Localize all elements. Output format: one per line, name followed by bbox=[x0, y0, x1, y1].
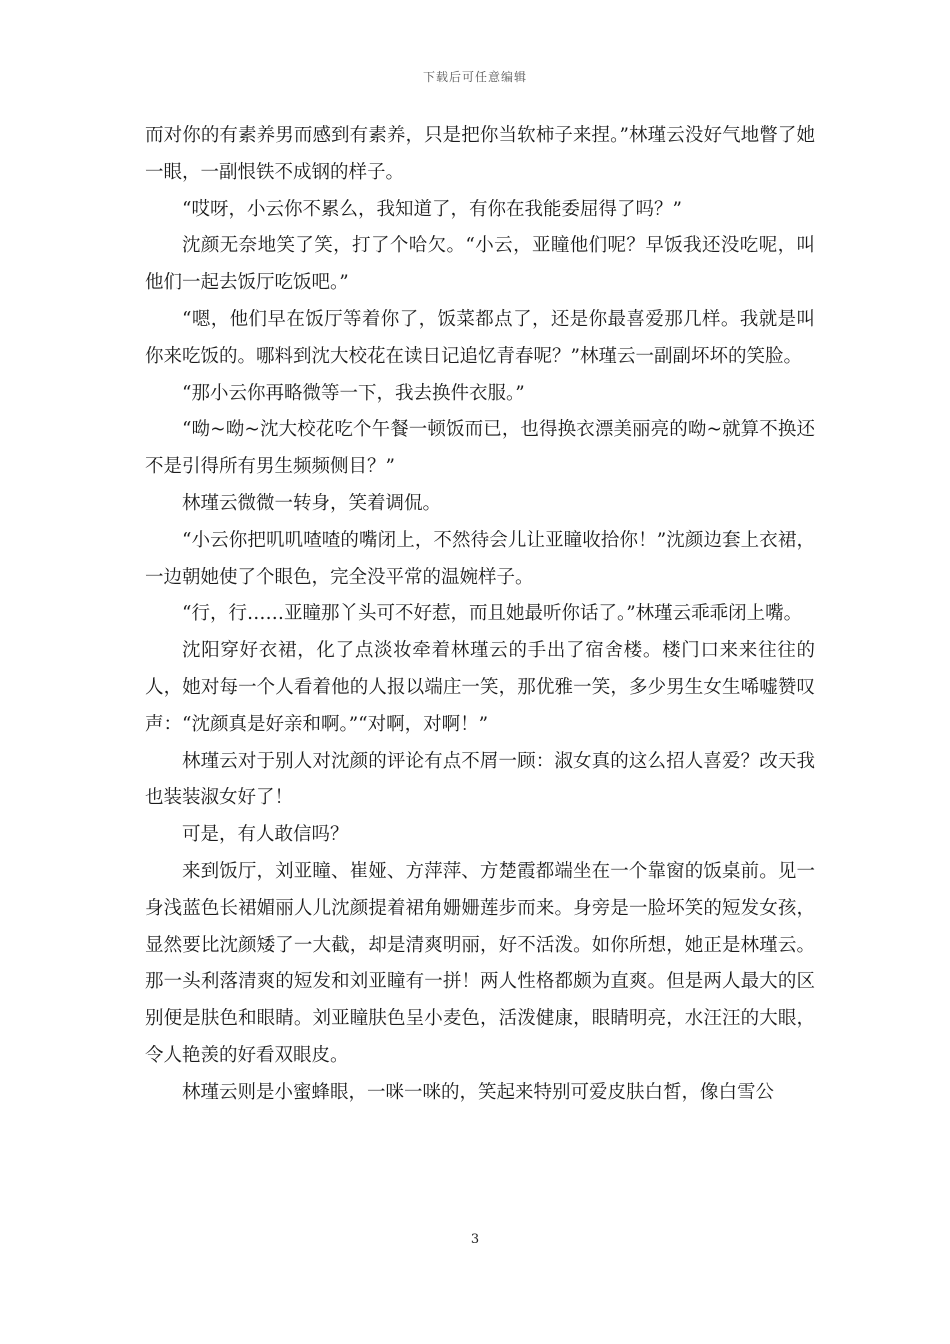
paragraph: 可是，有人敢信吗？ bbox=[182, 824, 349, 846]
paragraph: 林瑾云对于别人对沈颜的评论有点不屑一顾：淑女真的这么招人喜爱？改天我也装装淑女好了！ bbox=[145, 750, 815, 809]
paragraph: “嗯，他们早在饭厅等着你了，饭菜都点了，还是你最喜爱那几样。我就是叫你来吃饭的。哪料到沈大校花在读日记追忆青春呢？”林瑾云一副副坏坏的笑脸。 bbox=[145, 308, 815, 367]
paragraph: “哎呀，小云你不累么，我知道了，有你在我能委屈得了吗？” bbox=[182, 198, 682, 220]
paragraph: “那小云你再略微等一下，我去换件衣服。” bbox=[182, 382, 525, 404]
paragraph: 沈颜无奈地笑了笑，打了个哈欠。“小云，亚瞳他们呢？早饭我还没吃呢，叫他们一起去饭厅吃饭吧。” bbox=[145, 235, 815, 294]
paragraph: 林瑾云则是小蜜蜂眼，一咪一咪的，笑起来特别可爱皮肤白皙，像白雪公 bbox=[182, 1081, 775, 1103]
paragraph: 而对你的有素养男而感到有素养，只是把你当软柿子来捏。”林瑾云没好气地瞥了她一眼，一副恨铁不成钢的样子。 bbox=[145, 125, 815, 183]
paragraph: “呦~呦~沈大校花吃个午餐一顿饭而已，也得换衣漂美丽亮的呦~就算不换还不是引得所有男生频频侧目？” bbox=[145, 419, 815, 478]
page-number: 3 bbox=[470, 1232, 480, 1247]
paragraph: 林瑾云微微一转身，笑着调侃。 bbox=[182, 492, 442, 514]
paragraph: 沈阳穿好衣裙，化了点淡妆牵着林瑾云的手出了宿舍楼。楼门口来来往往的人，她对每一个人看着他的人报以端庄一笑，那优雅一笑，多少男生女生唏嘘赞叹声：“沈颜真是好亲和啊。”“对啊，对啊！” bbox=[145, 640, 815, 735]
paragraph: “小云你把叽叽喳喳的嘴闭上，不然待会儿让亚瞳收拾你！”沈颜边套上衣裙，一边朝她使了个眼色，完全没平常的温婉样子。 bbox=[145, 529, 815, 588]
paragraph: 来到饭厅，刘亚瞳、崔娅、方萍萍、方楚霞都端坐在一个靠窗的饭桌前。见一身浅蓝色长裙媚丽人儿沈颜提着裙角姗姗莲步而来。身旁是一脸坏笑的短发女孩，显然要比沈颜矮了一大截，却是清爽明丽，好不活泼。如你所想，她正是林瑾云。那一头利落清爽的短发和刘亚瞳有一拼！两人性格都颇为直爽。但是两人最大的区别便是肤色和眼睛。刘亚瞳肤色呈小麦色，活泼健康，眼睛明亮，水汪汪的大眼，令人艳羡的好看双眼皮。 bbox=[145, 860, 815, 1066]
paragraph: “行，行……亚瞳那丫头可不好惹，而且她最听你话了。”林瑾云乖乖闭上嘴。 bbox=[182, 603, 803, 625]
document-body bbox=[145, 118, 815, 1112]
page-header: 下载后可任意编辑 bbox=[422, 70, 527, 84]
